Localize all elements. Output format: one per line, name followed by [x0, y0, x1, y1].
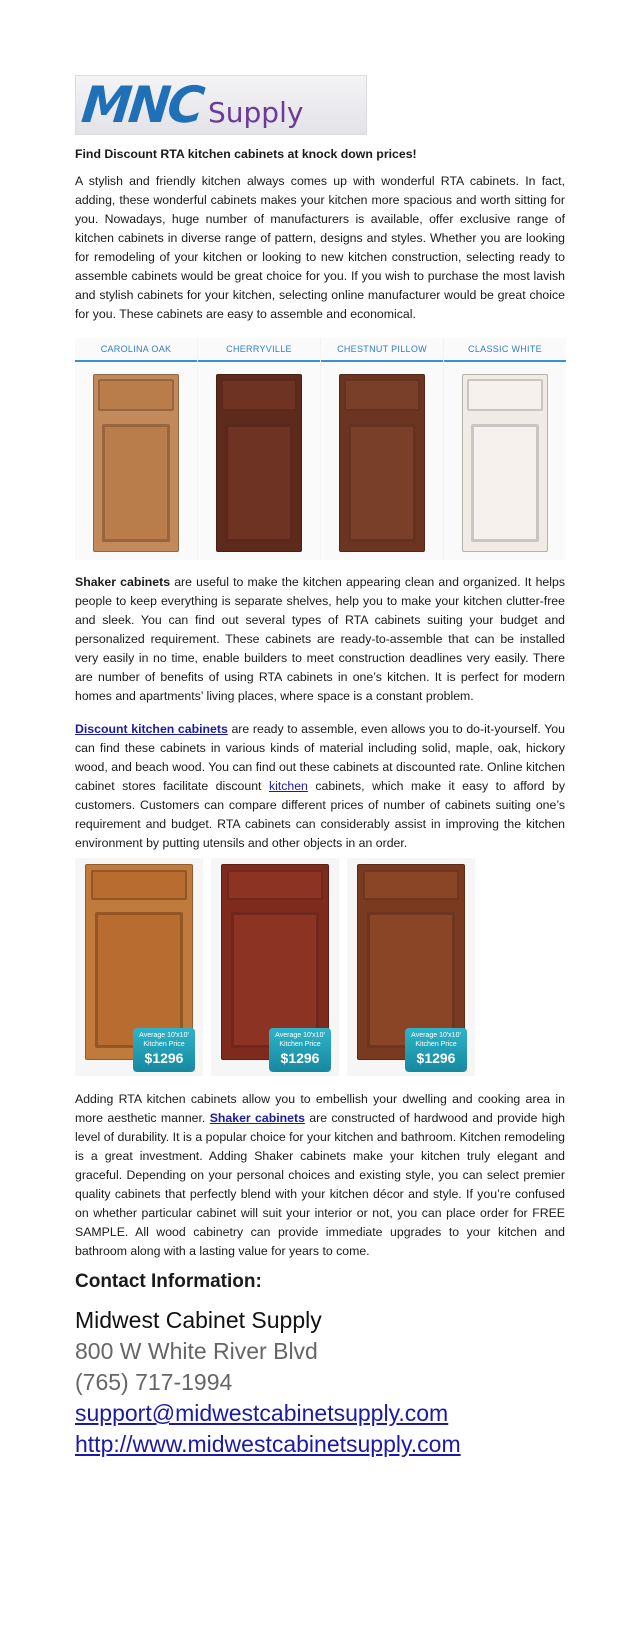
shaker-text: are useful to make the kitchen appearing clean and organized. It helps people to keep everything is separate shelves, help you to make your kitchen clutter-free and sleek. You can find out several types of RTA cabinets suiting your budget and personalized requirement. These cabinets are ready-to-assemble that can be installed very easily in no time, enable builders to meet construction deadlines very easily. There are number of benefits of using RTA cabinets in one’s kitchen. It is perfect for modern homes and apartments’ living places, where space is a constant problem. [75, 575, 565, 703]
badge-price: $1296 [416, 1050, 456, 1066]
website-link[interactable]: http://www.midwestcabinetsupply.com [75, 1431, 461, 1457]
company-phone: (765) 717-1994 [75, 1369, 233, 1395]
door-style-divider [444, 360, 566, 362]
door-style-card [321, 338, 443, 560]
door-styles-image [75, 338, 565, 560]
company-name: Midwest Cabinet Supply [75, 1307, 322, 1333]
badge-caption: Average 10'x10' [139, 1032, 189, 1039]
contact-heading: Contact Information: [75, 1271, 262, 1292]
door-style-name: CAROLINA OAK [100, 344, 172, 354]
door-style-name: CHERRYVILLE [226, 344, 292, 354]
cabinet-door [462, 374, 548, 552]
cabinet-door [93, 374, 179, 552]
badge-subcaption: Kitchen Price [279, 1041, 321, 1048]
door-style-divider [198, 360, 320, 362]
door-style-name: CHESTNUT PILLOW [337, 344, 427, 354]
adding-text-1: Adding RTA kitchen cabinets allow you to embellish your dwelling and cooking area in more aesthetic manner. [75, 1092, 565, 1125]
badge-caption: Average 10'x10' [275, 1032, 325, 1039]
door-drawer-front [221, 379, 297, 411]
price-badge [405, 1028, 467, 1072]
discount-paragraph [75, 720, 565, 853]
adding-text-2: are constructed of hardwood and provide high level of durability. It is a popular choice for your kitchen and bathroom. Kitchen remodeling is a great investment. Adding Shaker cabinets make your kitchen truly elegant and graceful. Depending on your personal choices and existing style, you can select premier quality cabinets that perfectly blend with your kitchen décor and style. If you’re confused on whether particular cabinet will suit your interior or not, you can place order for FREE SAMPLE. All wood cabinetry can provide immediate upgrades to your kitchen and bathroom along with a lasting value for years to come. [75, 1111, 565, 1258]
price-badge [133, 1028, 195, 1072]
door-panel [471, 424, 539, 542]
door-drawer-front [467, 379, 543, 411]
cabinet-door [216, 374, 302, 552]
price-badge [269, 1028, 331, 1072]
door-drawer-front [91, 870, 187, 900]
shaker-lead: Shaker cabinets [75, 575, 171, 589]
kitchen-price-image [75, 858, 471, 1076]
shaker-paragraph [75, 573, 565, 706]
door-panel [348, 424, 416, 542]
door-style-divider [321, 360, 443, 362]
door-style-card [75, 338, 197, 560]
door-panel [225, 424, 293, 542]
badge-subcaption: Kitchen Price [415, 1041, 457, 1048]
discount-text-2: cabinets, which make it easy to afford by customers. Customers can compare different prices of number of cabinets suiting one’s requirement and budget. RTA cabinets can considerably assist in improving the kitchen environment by putting utensils and other objects in an order. [75, 779, 565, 850]
price-door-card [211, 858, 339, 1076]
price-door-card [75, 858, 203, 1076]
company-address: 800 W White River Blvd [75, 1338, 318, 1364]
door-style-card [444, 338, 566, 560]
page-heading: Find Discount RTA kitchen cabinets at knock down prices! [75, 147, 417, 161]
door-style-card [198, 338, 320, 560]
door-drawer-front [227, 870, 323, 900]
company-logo [75, 75, 367, 135]
door-drawer-front [98, 379, 174, 411]
badge-subcaption: Kitchen Price [143, 1041, 185, 1048]
door-panel [102, 424, 170, 542]
intro-paragraph: A stylish and friendly kitchen always comes up with wonderful RTA cabinets. In fact, adding, these wonderful cabinets makes your kitchen more spacious and worth sitting for you. Nowadays, huge number of manufacturers is available, offer exclusive range of kitchen cabinets in diverse range of pattern, designs and styles. Whether you are looking for remodeling of your kitchen or looking to new kitchen construction, selecting ready to assemble cabinets would be great choice for you. If you wish to purchase the most lavish and stylish cabinets for your kitchen, selecting online manufacturer would be great choice for you. These cabinets are easy to assemble and economical. [75, 174, 565, 321]
badge-caption: Average 10'x10' [411, 1032, 461, 1039]
discount-text-1: are ready to assemble, even allows you to do-it-yourself. You can find these cabinets in various kinds of material including solid, maple, oak, hickory wood, and beach wood. You can find out these cabinets at discounted rate. Online kitchen cabinet stores facilitate discount [75, 722, 565, 793]
email-link[interactable]: support@midwestcabinetsupply.com [75, 1400, 449, 1426]
logo-word: Supply [208, 96, 304, 129]
discount-cabinets-link[interactable]: Discount kitchen cabinets [75, 722, 228, 736]
shaker-cabinets-link[interactable]: Shaker cabinets [209, 1111, 305, 1125]
door-style-divider [75, 360, 197, 362]
kitchen-link[interactable]: kitchen [268, 779, 308, 793]
price-door-card [347, 858, 475, 1076]
cabinet-door [339, 374, 425, 552]
logo-mark: MNC [78, 76, 205, 134]
door-drawer-front [344, 379, 420, 411]
badge-price: $1296 [144, 1050, 184, 1066]
badge-price: $1296 [280, 1050, 320, 1066]
adding-rta-paragraph [75, 1090, 565, 1261]
door-style-name: CLASSIC WHITE [468, 344, 542, 354]
door-drawer-front [363, 870, 459, 900]
